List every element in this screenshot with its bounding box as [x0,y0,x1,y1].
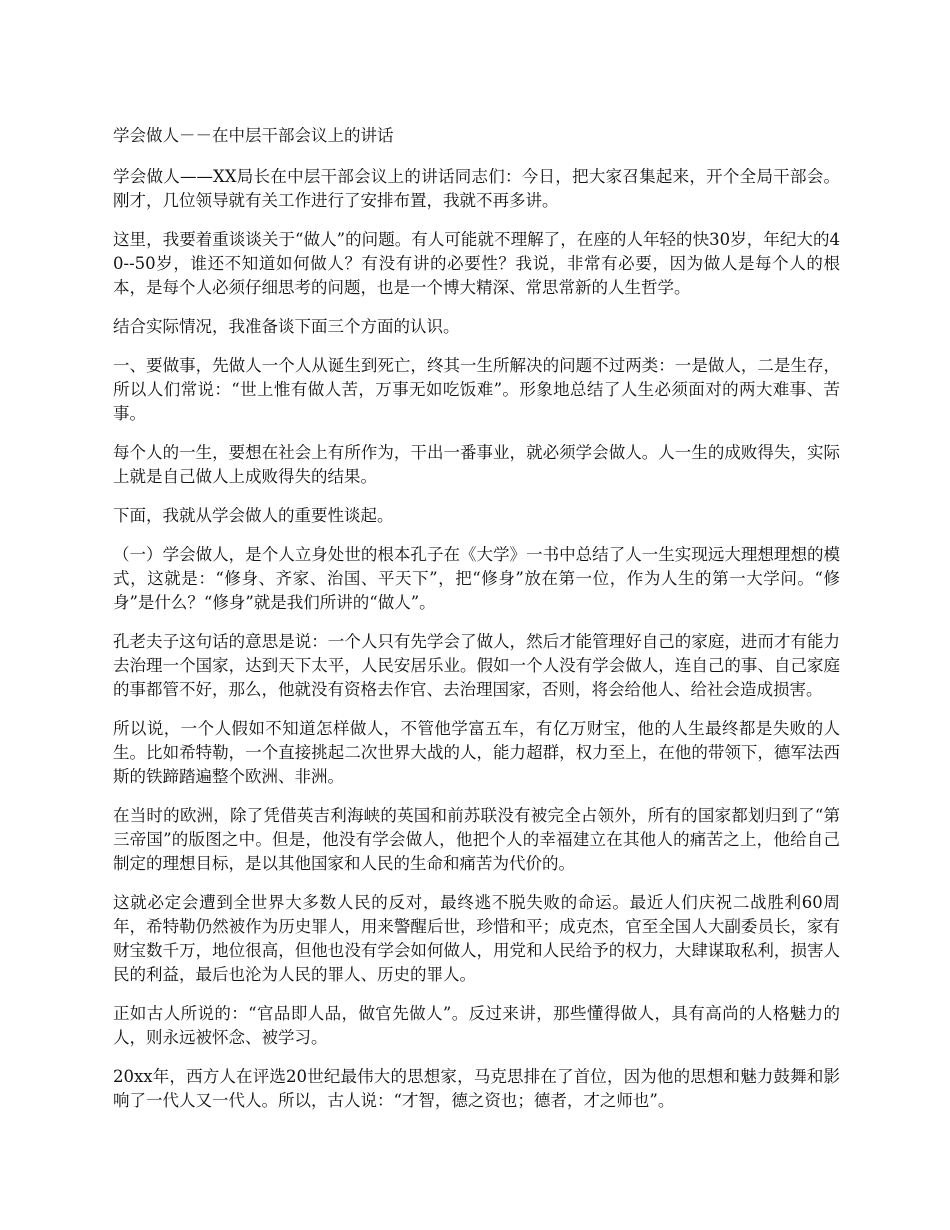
paragraph-3: 结合实际情况，我准备谈下面三个方面的认识。 [113,317,460,336]
paragraph-8: 孔老夫子这句话的意思是说：一个人只有先学会了做人，然后才能管理好自己的家庭，进而才有能力去治理一个国家，达到天下太平，人民安居乐业。假如一个人没有学会做人，连自己的事、自己家庭的事都管不好，那么，他就没有资格去作官、去治理国家，否则，将会给他人、给社会造成损害。 [113,632,840,699]
paragraph-13: 20xx年，西方人在评选20世纪最伟大的思想家，马克思排在了首位，因为他的思想和魅力鼓舞和影响了一代人又一代人。所以，古人说：“才智，德之资也；德者，才之师也”。 [113,1067,840,1110]
paragraph-10: 在当时的欧洲，除了凭借英吉利海峡的英国和前苏联没有被完全占领外，所有的国家都划归到了“第三帝国”的版图之中。但是，他没有学会做人，他把个人的幸福建立在其他人的痛苦之上，他给自己制定的理想目标，是以其他国家和人民的生命和痛苦为代价的。 [113,806,840,873]
paragraph-6: 下面，我就从学会做人的重要性谈起。 [113,506,394,525]
paragraph-7: （一）学会做人，是个人立身处世的根本孔子在《大学》一书中总结了人一生实现远大理想理想的模式，这就是：“修身、齐家、治国、平天下”，把“修身”放在第一位，作为人生的第一大学问。“修身”是什么？“修身”就是我们所讲的“做人”。 [113,545,840,612]
paragraph-9: 所以说，一个人假如不知道怎样做人，不管他学富五车，有亿万财宝，他的人生最终都是失败的人生。比如希特勒，一个直接挑起二次世界大战的人，能力超群，权力至上，在他的带领下，德军法西斯的铁蹄踏遍整个欧洲、非洲。 [113,719,840,786]
paragraph-11: 这就必定会遭到全世界大多数人民的反对，最终逃不脱失败的命运。最近人们庆祝二战胜利60周年，希特勒仍然被作为历史罪人，用来警醒后世，珍惜和平；成克杰，官至全国人大副委员长，家有财宝数千万，地位很高，但他也没有学会如何做人，用党和人民给予的权力，大肆谋取私利，损害人民的利益，最后也沦为人民的罪人、历史的罪人。 [113,893,840,984]
paragraph-12: 正如古人所说的：“官品即人品，做官先做人”。反过来讲，那些懂得做人，具有高尚的人格魅力的人，则永远被怀念、被学习。 [113,1004,840,1047]
paragraph-2: 这里，我要着重谈谈关于“做人”的问题。有人可能就不理解了，在座的人年轻的快30岁，年纪大的40--50岁，谁还不知道如何做人？有没有讲的必要性？我说，非常有必要，因为做人是每个人的根本，是每个人必须仔细思考的问题，也是一个博大精深、常思常新的人生哲学。 [113,230,840,297]
document-page [113,124,840,1128]
paragraph-1: 学会做人——XX局长在中层干部会议上的讲话同志们：今日，把大家召集起来，开个全局干部会。刚才，几位领导就有关工作进行了安排布置，我就不再多讲。 [113,167,840,210]
document-title: 学会做人－－在中层干部会议上的讲话 [113,126,394,145]
paragraph-4: 一、要做事，先做人一个人从诞生到死亡，终其一生所解决的问题不过两类：一是做人，二是生存，所以人们常说：“世上惟有做人苦，万事无如吃饭难”。形象地总结了人生必须面对的两大难事、苦事。 [113,356,840,423]
paragraph-5: 每个人的一生，要想在社会上有所作为，干出一番事业，就必须学会做人。人一生的成败得失，实际上就是自己做人上成败得失的结果。 [113,443,840,486]
